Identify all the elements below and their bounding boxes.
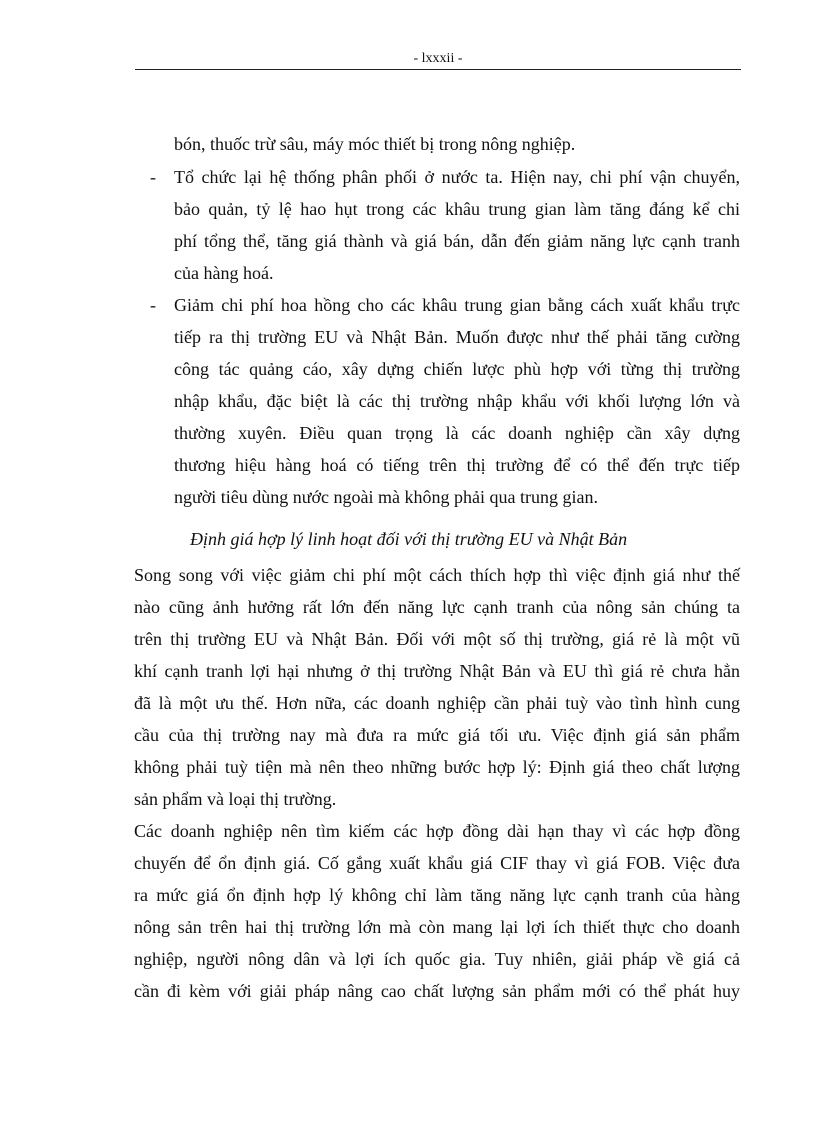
bullet-2-line-3: công tác quảng cáo, xây dựng chiến lược phù hợp với từng thị trường: [174, 359, 740, 379]
continuation-line: bón, thuốc trừ sâu, máy móc thiết bị trong nông nghiệp.: [174, 134, 576, 154]
paragraph-2-line-2: chuyến để ổn định giá. Cố gắng xuất khẩu giá CIF thay vì giá FOB. Việc đưa: [134, 853, 740, 873]
bullet-2-line-4: nhập khẩu, đặc biệt là các thị trường nhập khẩu với khối lượng lớn và: [174, 391, 740, 411]
paragraph-1-line-5: đã là một ưu thế. Hơn nữa, các doanh nghiệp cần phải tuỳ vào tình hình cung: [134, 693, 740, 713]
bullet-2-line-2: tiếp ra thị trường EU và Nhật Bản. Muốn được như thế phải tăng cường: [174, 327, 740, 347]
page-number: - lxxxii -: [413, 51, 463, 66]
paragraph-1-line-2: nào cũng ảnh hưởng rất lớn đến năng lực cạnh tranh của nông sản chúng ta: [134, 597, 740, 617]
bullet-2-line-6: thương hiệu hàng hoá có tiếng trên thị trường để có thể đến trực tiếp: [174, 455, 740, 475]
paragraph-2-line-1: Các doanh nghiệp nên tìm kiếm các hợp đồng dài hạn thay vì các hợp đồng: [134, 821, 740, 841]
bullet-2-line-1: Giảm chi phí hoa hồng cho các khâu trung gian bằng cách xuất khẩu trực: [174, 295, 740, 315]
page-header: [135, 49, 741, 70]
paragraph-2-line-3: ra mức giá ổn định hợp lý không chỉ làm tăng năng lực cạnh tranh của hàng: [134, 885, 740, 905]
bullet-dash-2: -: [150, 295, 156, 315]
paragraph-1-line-8: sản phẩm và loại thị trường.: [134, 789, 337, 809]
paragraph-1-line-6: cầu của thị trường nay mà đưa ra mức giá tối ưu. Việc định giá sản phẩm: [134, 725, 740, 745]
bullet-1-line-3: phí tổng thể, tăng giá thành và giá bán, dẫn đến giảm năng lực cạnh tranh: [174, 231, 740, 251]
bullet-1-line-2: bảo quản, tỷ lệ hao hụt trong các khâu trung gian làm tăng đáng kể chi: [174, 199, 740, 219]
paragraph-1-line-1: Song song với việc giảm chi phí một cách thích hợp thì việc định giá như thế: [134, 565, 740, 585]
bullet-1-line-1: Tổ chức lại hệ thống phân phối ở nước ta. Hiện nay, chi phí vận chuyển,: [174, 167, 740, 187]
bullet-2-line-7: người tiêu dùng nước ngoài mà không phải qua trung gian.: [174, 487, 598, 507]
paragraph-2-line-5: nghiệp, người nông dân và lợi ích quốc gia. Tuy nhiên, giải pháp về giá cả: [134, 949, 740, 969]
paragraph-2-line-6: cần đi kèm với giải pháp nâng cao chất lượng sản phẩm mới có thể phát huy: [134, 981, 740, 1001]
paragraph-1-line-7: không phải tuỳ tiện mà nên theo những bước hợp lý: Định giá theo chất lượng: [134, 757, 740, 777]
subheading: Định giá hợp lý linh hoạt đối với thị trường EU và Nhật Bản: [190, 529, 628, 549]
bullet-dash-1: -: [150, 167, 156, 187]
bullet-2-line-5: thường xuyên. Điều quan trọng là các doanh nghiệp cần xây dựng: [174, 423, 740, 443]
paragraph-2-line-4: nông sản trên hai thị trường lớn mà còn mang lại lợi ích thiết thực cho doanh: [134, 917, 740, 937]
paragraph-1-line-4: khí cạnh tranh lợi hại nhưng ở thị trường Nhật Bản và EU thì giá rẻ chưa hẳn: [134, 661, 740, 681]
bullet-1-line-4: của hàng hoá.: [174, 263, 274, 283]
paragraph-1-line-3: trên thị trường EU và Nhật Bản. Đối với một số thị trường, giá rẻ là một vũ: [134, 629, 740, 649]
